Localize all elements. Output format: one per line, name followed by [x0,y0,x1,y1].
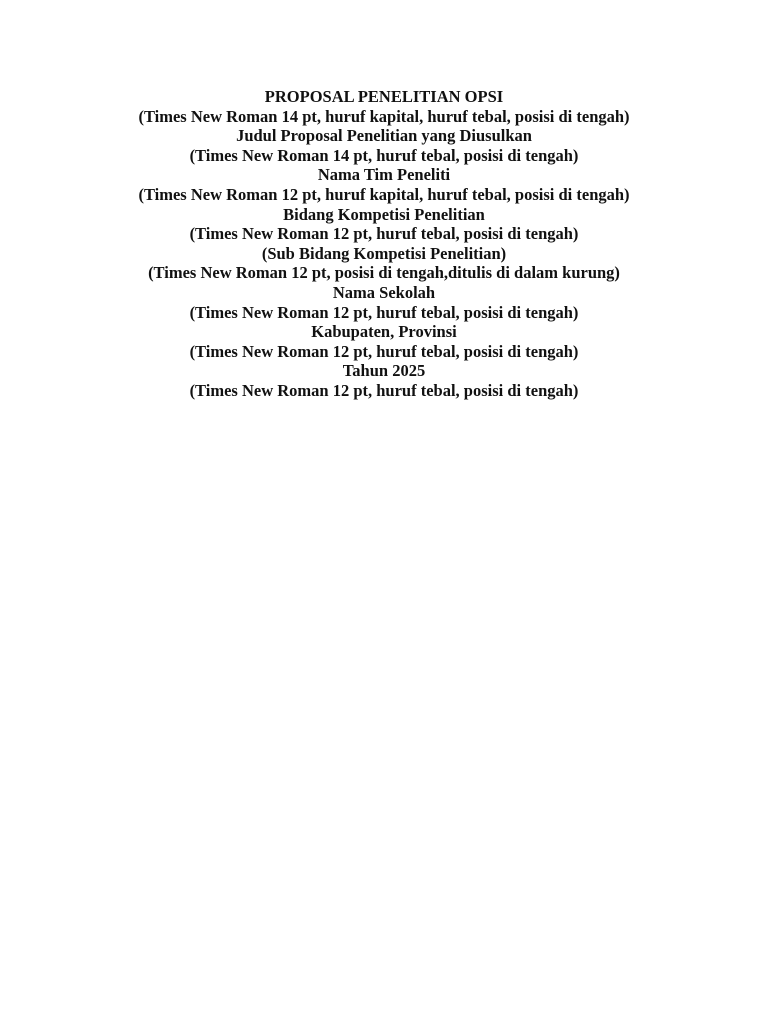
field-format-note: (Times New Roman 12 pt, huruf tebal, posisi di tengah) [189,224,579,244]
subfield-format-note: (Times New Roman 12 pt, posisi di tengah,ditulis di dalam kurung) [148,263,620,283]
subject-format-note: (Times New Roman 14 pt, huruf tebal, posisi di tengah) [189,145,579,165]
year: Tahun 2025 [342,361,426,381]
school-name: Nama Sekolah [332,282,436,302]
proposal-title: PROPOSAL PENELITIAN OPSI [264,87,504,106]
year-format-note: (Times New Roman 12 pt, huruf tebal, posisi di tengah) [189,380,579,400]
region-format-note: (Times New Roman 12 pt, huruf tebal, posisi di tengah) [189,341,579,361]
proposal-subject-title: Judul Proposal Penelitian yang Diusulkan [236,126,532,146]
title-format-note: (Times New Roman 14 pt, huruf kapital, huruf tebal, posisi di tengah) [138,106,630,126]
team-format-note: (Times New Roman 12 pt, huruf kapital, huruf tebal, posisi di tengah) [138,184,630,204]
team-name: Nama Tim Peneliti [317,165,451,185]
school-format-note: (Times New Roman 12 pt, huruf tebal, posisi di tengah) [189,302,579,322]
regency-province: Kabupaten, Provinsi [311,322,457,342]
cover-text-block [0,87,768,401]
competition-subfield: (Sub Bidang Kompetisi Penelitian) [261,243,507,263]
competition-field: Bidang Kompetisi Penelitian [283,204,485,224]
